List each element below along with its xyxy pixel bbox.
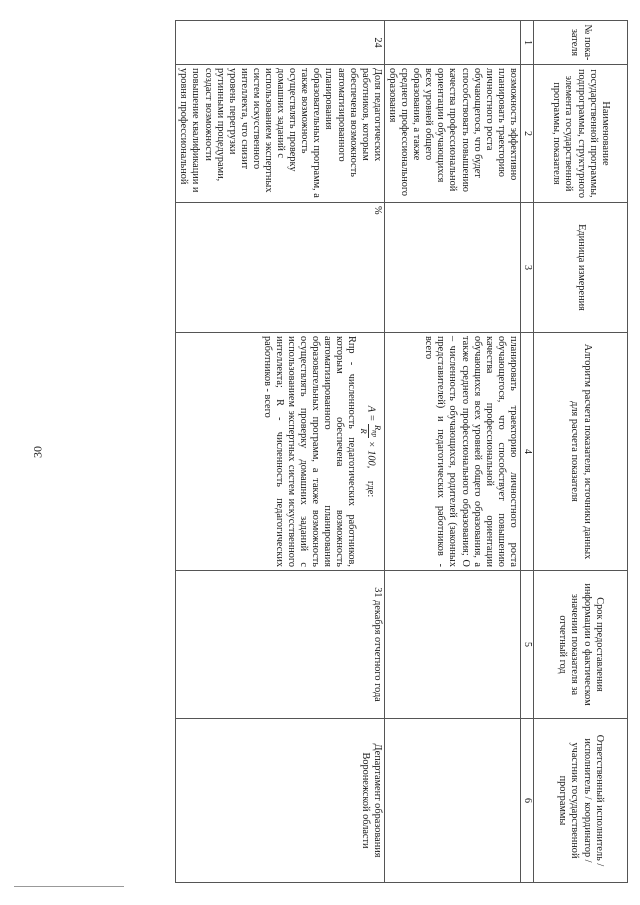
header-name: Наименование государственной программы, подпрограммы, структурного элемента государственной программы, показателя <box>534 65 628 203</box>
column-number-row <box>520 21 533 883</box>
header-responsible: Ответственный исполнитель / исполнитель / координатор / участник государственной программы <box>534 719 628 883</box>
column-number: 5 <box>520 571 533 719</box>
table-row <box>176 21 385 883</box>
responsible-party <box>384 719 520 883</box>
column-number: 4 <box>520 333 533 571</box>
formula: A = $R_{пр}$ R × 100, где: <box>359 405 383 498</box>
table-header-row <box>534 21 628 883</box>
row-number <box>384 21 520 65</box>
formula-explanation: Rпр - численность педагогических работников, которым обеспечена возможность автоматизированного планирования образовательных программ, а также возможность осуществлять проверку домашних заданий с использованием экспертных систем искусственного интеллекта; R - численность педагогических работников - всего <box>261 336 358 567</box>
calculation-algorithm <box>176 333 385 571</box>
column-number: 3 <box>520 203 533 333</box>
reporting-deadline: 31 декабря отчетного года <box>176 571 385 719</box>
unit-of-measure: % <box>176 203 385 333</box>
unit-of-measure <box>384 203 520 333</box>
indicator-name: Доля педагогических работников, которым обеспечена возможность автоматизированного планирования образовательных программ, а также возможность осуществлять проверку домашних заданий с использованием экспертных систем искусственного интеллекта, что снизит уровень перегрузки рутинными процедурами, создаст возможности повышение квалификации и уровня профессиональной <box>176 65 385 203</box>
table-row <box>384 21 520 883</box>
column-number: 1 <box>520 21 533 65</box>
header-deadline: Срок предоставления информации о фактическом значении показателя за отчетный год <box>534 571 628 719</box>
indicator-table <box>175 20 628 883</box>
calculation-algorithm: планировать траекторию личностного роста обучающегося, что способствует повышению качества профессиональной ориентации обучающихся всех уровней общего образования, а также среднего профессионального образования; О – численность обучающихся, родителей (законных представителей) и педагогических работников - всего <box>384 333 520 571</box>
header-unit: Единица измерения <box>534 203 628 333</box>
page-number: 30 <box>30 446 45 458</box>
row-number: 24 <box>176 21 385 65</box>
column-number: 6 <box>520 719 533 883</box>
header-algorithm: Алгоритм расчета показателя, источники данных для расчета показателя <box>534 333 628 571</box>
header-number: № пока-зателя <box>534 21 628 65</box>
rotated-page-content <box>178 20 628 882</box>
indicator-name: возможность эффективно планировать траекторию личностного роста обучающегося, что будет способствовать повышению качества профессиональной ориентации обучающихся всех уровней общего образования, а также среднего профессионального образования <box>384 65 520 203</box>
footer-divider <box>14 886 124 887</box>
reporting-deadline <box>384 571 520 719</box>
column-number: 2 <box>520 65 533 203</box>
responsible-party: Департамент образования Воронежской области <box>176 719 385 883</box>
